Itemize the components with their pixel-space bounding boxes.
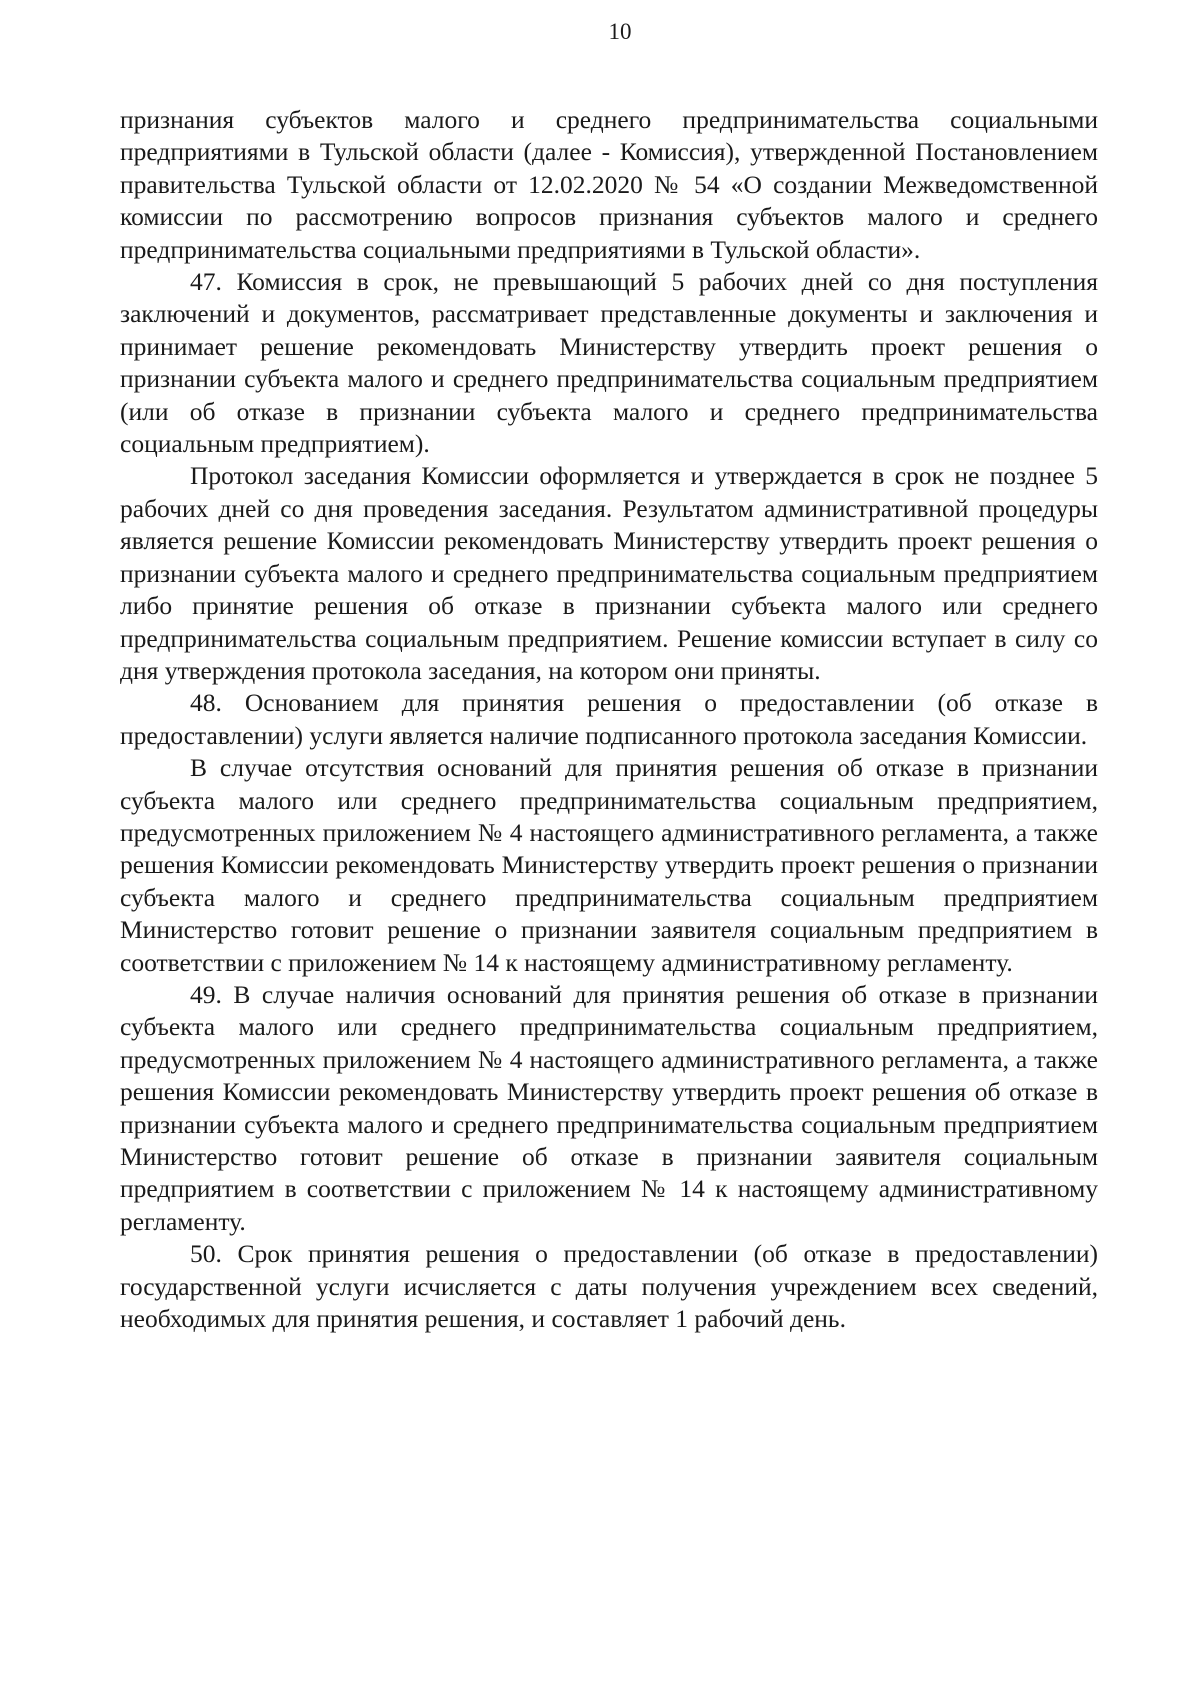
page-number: 10 — [608, 19, 632, 44]
document-body — [120, 104, 1098, 1335]
paragraph-continuation: признания субъектов малого и среднего предпринимательства социальными предприятиями в Тульской области (далее - Комиссия), утвержденной Постановлением правительства Тульской области от 12.02.2020 № 54 «О создании Межведомственной комиссии по рассмотрению вопросов признания субъектов малого и среднего предпринимательства социальными предприятиями в Тульской области». — [120, 105, 1098, 264]
paragraph-item-47: 47. Комиссия в срок, не превышающий 5 рабочих дней со дня поступления заключений и документов, рассматривает представленные документы и заключения и принимает решение рекомендовать Министерству утвердить проект решения о признании субъекта малого и среднего предпринимательства социальным предприятием (или об отказе в признании субъекта малого и среднего предпринимательства социальным предприятием). — [120, 267, 1098, 459]
paragraph-absence-of-grounds: В случае отсутствия оснований для принятия решения об отказе в признании субъекта малого или среднего предпринимательства социальным предприятием, предусмотренных приложением № 4 настоящего административного регламента, а также решения Комиссии рекомендовать Министерству утвердить проект решения о признании субъекта малого и среднего предпринимательства социальным предприятием Министерство готовит решение о признании заявителя социальным предприятием в соответствии с приложением № 14 к настоящему административному регламенту. — [120, 753, 1098, 977]
paragraph-item-50: 50. Срок принятия решения о предоставлении (об отказе в предоставлении) государственной услуги исчисляется с даты получения учреждением всех сведений, необходимых для принятия решения, и составляет 1 рабочий день. — [120, 1239, 1098, 1334]
paragraph-protocol: Протокол заседания Комиссии оформляется и утверждается в срок не позднее 5 рабочих дней со дня проведения заседания. Результатом административной процедуры является решение Комиссии рекомендовать Министерству утвердить проект решения о признании субъекта малого и среднего предпринимательства социальным предприятием либо принятие решения об отказе в признании субъекта малого или среднего предпринимательства социальным предприятием. Решение комиссии вступает в силу со дня утверждения протокола заседания, на котором они приняты. — [120, 461, 1098, 685]
paragraph-item-48: 48. Основанием для принятия решения о предоставлении (об отказе в предоставлении) услуги является наличие подписанного протокола заседания Комиссии. — [120, 688, 1098, 750]
paragraph-item-49: 49. В случае наличия оснований для принятия решения об отказе в признании субъекта малого или среднего предпринимательства социальным предприятием, предусмотренных приложением № 4 настоящего административного регламента, а также решения Комиссии рекомендовать Министерству утвердить проект решения об отказе в признании субъекта малого и среднего предпринимательства социальным предприятием Министерство готовит решение об отказе в признании заявителя социальным предприятием в соответствии с приложением № 14 к настоящему административному регламенту. — [120, 979, 1098, 1236]
